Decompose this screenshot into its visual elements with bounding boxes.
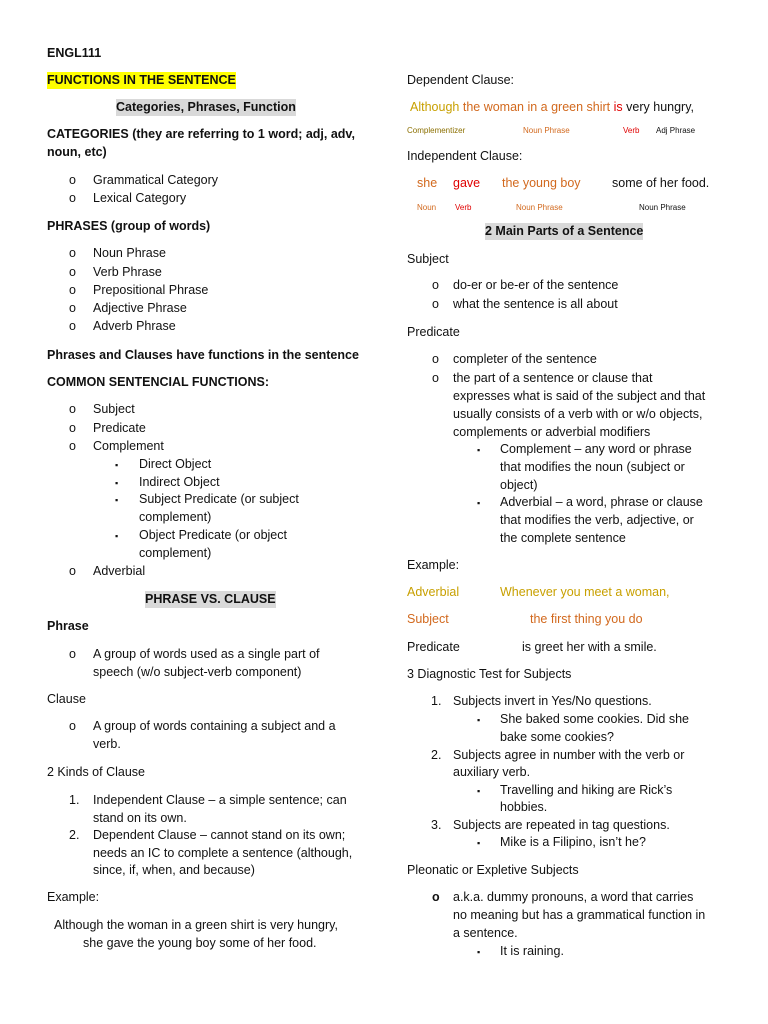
square-marker: ▪ <box>115 495 119 505</box>
bullet-marker: o <box>69 246 76 260</box>
dependent-clause-label: Dependent Clause: <box>407 73 515 87</box>
bullet-marker: o <box>69 402 76 416</box>
sub-list-item-cont: bake some cookies? <box>500 730 614 744</box>
tag-noun-phrase-2: Noun Phrase <box>639 203 686 212</box>
list-item: Grammatical Category <box>93 173 219 187</box>
example-sentence-cont: she gave the young boy some of her food. <box>83 936 317 950</box>
phrase-definition-cont: speech (w/o subject-verb component) <box>93 665 302 679</box>
example-sentence: Although the woman in a green shirt is very hungry, <box>54 918 338 932</box>
tag-complementizer: Complementizer <box>407 126 466 135</box>
sub-list-item: Direct Object <box>139 457 212 471</box>
kinds-heading: 2 Kinds of Clause <box>47 765 145 779</box>
list-item-cont: no meaning but has a grammatical function in <box>453 908 706 922</box>
list-item-cont: usually consists of a verb with or w/o objects, <box>453 407 703 421</box>
sub-list-item-cont: that modifies the verb, adjective, or <box>500 513 694 527</box>
sub-list-item: Object Predicate (or object <box>139 528 287 542</box>
numbered-item-cont: stand on its own. <box>93 811 187 825</box>
list-item: do-er or be-er of the sentence <box>453 278 619 292</box>
square-marker: ▪ <box>477 947 481 957</box>
numbered-item: Independent Clause – a simple sentence; can <box>93 793 347 807</box>
example-subject-text: the first thing you do <box>530 612 643 626</box>
list-item: Verb Phrase <box>93 265 162 279</box>
list-item-cont: complements or adverbial modifiers <box>453 425 651 439</box>
bullet-marker: o <box>69 719 76 733</box>
example-label: Example: <box>47 890 100 904</box>
word-verb: gave <box>453 176 481 190</box>
phrases-heading: PHRASES (group of words) <box>47 219 211 233</box>
list-item: Noun Phrase <box>93 246 166 260</box>
bullet-marker: o <box>432 890 440 904</box>
sub-list-item: It is raining. <box>500 944 564 958</box>
bullet-marker: o <box>69 265 76 279</box>
numbered-item-cont: since, if, when, and because) <box>93 863 255 877</box>
sub-list-item: Adverbial – a word, phrase or clause <box>500 495 703 509</box>
numbered-item: Subjects are repeated in tag questions. <box>453 818 670 832</box>
square-marker: ▪ <box>115 460 119 470</box>
bullet-marker: o <box>432 352 439 366</box>
functions-heading: COMMON SENTENCIAL FUNCTIONS: <box>47 375 269 389</box>
bullet-marker: o <box>69 191 76 205</box>
phrase-definition: A group of words used as a single part of <box>93 647 320 661</box>
numbered-item-cont: auxiliary verb. <box>453 765 531 779</box>
bullet-marker: o <box>69 319 76 333</box>
sub-list-item: Mike is a Filipino, isn’t he? <box>500 835 646 849</box>
list-item-cont: expresses what is said of the subject and that <box>453 389 706 403</box>
sub-list-item-cont: complement) <box>139 546 212 560</box>
word-noun-phrase: the woman in a green shirt <box>462 100 611 114</box>
clause-definition: A group of words containing a subject and a <box>93 719 336 733</box>
list-item: completer of the sentence <box>453 352 597 366</box>
square-marker: ▪ <box>477 838 481 848</box>
list-item: Prepositional Phrase <box>93 283 209 297</box>
categories-heading-cont: noun, etc) <box>47 145 107 159</box>
example-subject-label: Subject <box>407 612 449 626</box>
predicate-label: Predicate <box>407 325 460 339</box>
bullet-marker: o <box>69 173 76 187</box>
sub-list-item: Travelling and hiking are Rick’s <box>500 783 673 797</box>
subject-label: Subject <box>407 252 449 266</box>
bullet-marker: o <box>69 564 76 578</box>
clause-label: Clause <box>47 692 86 706</box>
word-noun: she <box>417 176 438 190</box>
bullet-marker: o <box>432 371 439 385</box>
tag-noun-phrase: Noun Phrase <box>516 203 563 212</box>
sub-list-item: Indirect Object <box>139 475 220 489</box>
example-adverbial-text: Whenever you meet a woman, <box>500 585 670 599</box>
numbered-item: Subjects invert in Yes/No questions. <box>453 694 652 708</box>
sub-list-item: Subject Predicate (or subject <box>139 492 299 506</box>
example-predicate-text: is greet her with a smile. <box>522 640 657 654</box>
list-item-cont: a sentence. <box>453 926 518 940</box>
sub-list-item-cont: hobbies. <box>500 800 548 814</box>
list-item: Subject <box>93 402 135 416</box>
numbered-item: Dependent Clause – cannot stand on its own; <box>93 828 346 842</box>
square-marker: ▪ <box>115 531 119 541</box>
example-predicate-label: Predicate <box>407 640 460 654</box>
bullet-marker: o <box>69 301 76 315</box>
tag-verb: Verb <box>623 126 640 135</box>
dependent-clause-sentence <box>410 99 694 116</box>
square-marker: ▪ <box>477 786 481 796</box>
bullet-marker: o <box>69 439 76 453</box>
subtitle: Categories, Phrases, Function <box>116 100 296 114</box>
list-item: what the sentence is all about <box>453 297 618 311</box>
phrase-vs-clause-heading: PHRASE VS. CLAUSE <box>145 592 276 606</box>
tag-noun-phrase: Noun Phrase <box>523 126 570 135</box>
tag-noun: Noun <box>417 203 437 212</box>
numbered-item-cont: needs an IC to complete a sentence (although, <box>93 846 353 860</box>
word-noun-phrase: the young boy <box>502 176 581 190</box>
number-marker: 2. <box>69 828 80 842</box>
page-title: FUNCTIONS IN THE SENTENCE <box>47 73 236 87</box>
independent-clause-label: Independent Clause: <box>407 149 523 163</box>
bullet-marker: o <box>69 647 76 661</box>
phrase-label: Phrase <box>47 619 89 633</box>
phrases-note: Phrases and Clauses have functions in the sentence <box>47 348 359 362</box>
word-adj-phrase: very hungry, <box>626 100 695 114</box>
course-code: ENGL111 <box>47 46 102 60</box>
pleonastic-heading: Pleonatic or Expletive Subjects <box>407 863 579 877</box>
example-label: Example: <box>407 558 460 572</box>
main-parts-heading: 2 Main Parts of a Sentence <box>485 224 644 238</box>
square-marker: ▪ <box>477 715 481 725</box>
number-marker: 2. <box>431 748 442 762</box>
sub-list-item: Complement – any word or phrase <box>500 442 692 456</box>
example-adverbial-label: Adverbial <box>407 585 460 599</box>
number-marker: 1. <box>431 694 442 708</box>
word-noun-phrase-2: some of her food. <box>612 176 710 190</box>
sub-list-item-cont: that modifies the noun (subject or <box>500 460 685 474</box>
list-item: a.k.a. dummy pronouns, a word that carries <box>453 890 694 904</box>
list-item: Lexical Category <box>93 191 187 205</box>
list-item: Adverb Phrase <box>93 319 176 333</box>
list-item: the part of a sentence or clause that <box>453 371 653 385</box>
bullet-marker: o <box>69 283 76 297</box>
list-item: Adverbial <box>93 564 146 578</box>
categories-heading: CATEGORIES (they are referring to 1 word; adj, adv, <box>47 127 355 141</box>
square-marker: ▪ <box>477 498 481 508</box>
bullet-marker: o <box>432 278 439 292</box>
tag-verb: Verb <box>455 203 472 212</box>
sub-list-item-cont: the complete sentence <box>500 531 626 545</box>
square-marker: ▪ <box>115 478 119 488</box>
list-item: Complement <box>93 439 164 453</box>
bullet-marker: o <box>432 297 439 311</box>
word-complementizer: Although <box>410 100 460 114</box>
diagnostic-heading: 3 Diagnostic Test for Subjects <box>407 667 572 681</box>
tag-adj-phrase: Adj Phrase <box>656 126 696 135</box>
list-item: Adjective Phrase <box>93 301 187 315</box>
word-verb: is <box>613 100 623 114</box>
sub-list-item-cont: complement) <box>139 510 212 524</box>
number-marker: 1. <box>69 793 80 807</box>
numbered-item: Subjects agree in number with the verb or <box>453 748 685 762</box>
bullet-marker: o <box>69 421 76 435</box>
number-marker: 3. <box>431 818 442 832</box>
sub-list-item: She baked some cookies. Did she <box>500 712 689 726</box>
square-marker: ▪ <box>477 445 481 455</box>
list-item: Predicate <box>93 421 146 435</box>
sub-list-item-cont: object) <box>500 478 538 492</box>
clause-definition-cont: verb. <box>93 737 121 751</box>
